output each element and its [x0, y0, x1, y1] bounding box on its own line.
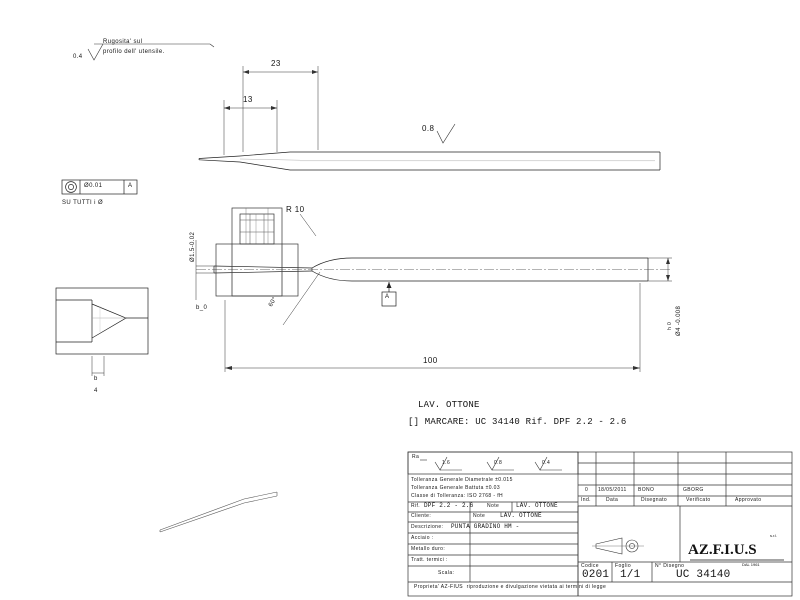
company-logo-tagline: DAL 1961	[742, 562, 760, 567]
row-rif-value: DPF 2.2 - 2.6	[424, 502, 474, 509]
concentricity-datum: A	[128, 183, 133, 189]
rev-header-verificato: Verificato	[686, 497, 711, 503]
row-acciaio-label: Acciaio :	[411, 535, 434, 541]
dimension-23-label: 23	[271, 59, 281, 68]
rev-row-verificato: GBORG	[683, 487, 704, 493]
disegno-value: UC 34140	[676, 569, 731, 581]
section-b-value: 4	[94, 388, 98, 394]
row-rif-label: Rif.	[411, 503, 421, 509]
radius-label: R 10	[286, 205, 305, 214]
row-descrizione-value: PUNTA GRADINO HM -	[451, 523, 520, 530]
row-cliente-note-value: LAV. OTTONE	[500, 512, 542, 519]
row-scala-label: Scala:	[438, 570, 455, 576]
b0-label: b_0	[196, 305, 208, 311]
section-view-b-dimension	[92, 356, 104, 376]
foglio-value: 1/1	[620, 569, 641, 581]
datum-a-label: A	[385, 294, 390, 300]
footer-note: Proprieta' AZ-FIUS riproduzione e divulgazione vietata ai termini di legge	[414, 584, 607, 590]
surface-note-value: 0.4	[73, 54, 83, 60]
dimension-23	[243, 66, 318, 152]
diameter-4-label: Ø4 -0.008	[676, 305, 682, 336]
diameter-1_5-label: Ø1.5-0.02	[190, 231, 196, 262]
radius-leader	[300, 214, 316, 236]
rev-row-data: 18/05/2011	[598, 487, 627, 493]
angle-leader	[283, 272, 320, 325]
tolerance-line-1: Tolleranza Generale Diametrale ±0.015	[411, 477, 513, 483]
ra-value-3: 0.4	[542, 460, 551, 466]
disegno-label: N° Disegno	[655, 563, 685, 569]
dimension-13-label: 13	[243, 95, 253, 104]
company-logo-text: AZ.F.I.U.S	[688, 542, 757, 558]
rev-row-ind: 0	[585, 487, 589, 493]
scale-preview-tool	[160, 492, 277, 532]
row-cliente-note-label: Note	[473, 513, 486, 519]
row-tratt-label: Tratt. termici :	[411, 557, 448, 563]
concentricity-value: Ø0.01	[84, 183, 103, 189]
row-cliente-label: Cliente:	[411, 513, 432, 519]
surface-note-line1: Rugosita' sul	[103, 39, 143, 45]
rev-header-approvato: Approvato	[735, 497, 762, 503]
ra-label: Ra	[412, 454, 420, 460]
projection-symbol	[592, 538, 644, 554]
material-note-1: LAV. OTTONE	[418, 400, 480, 410]
dimension-13	[224, 100, 277, 155]
section-b-label: b	[94, 376, 98, 382]
concentricity-note: SU TUTTI i Ø	[62, 200, 104, 206]
foglio-label: Foglio	[615, 563, 632, 569]
section-view-b	[56, 288, 148, 354]
surface-finish-top-label: 0.8	[422, 124, 435, 133]
row-note-value: LAV. OTTONE	[516, 502, 558, 509]
diameter-4-tolerance: h 0	[667, 321, 673, 330]
rev-row-disegnato: BONO	[638, 487, 655, 493]
material-note-2: [] MARCARE: UC 34140 Rif. DPF 2.2 - 2.6	[408, 417, 627, 427]
row-note-label: Note	[487, 503, 500, 509]
tolerance-line-2: Tolleranza Generale Battuta ±0.03	[411, 485, 501, 491]
rev-header-ind: Ind.	[581, 497, 591, 503]
angle-label: 60°	[268, 296, 279, 308]
main-view-step-drill	[196, 205, 672, 296]
rev-header-disegnato: Disegnato	[641, 497, 668, 503]
dimension-diameter-1_5	[196, 240, 214, 300]
ra-value-2: 0.8	[494, 460, 503, 466]
dimension-100-label: 100	[423, 356, 438, 365]
tolerance-line-3: Classe di Tolleranza: ISO 2768 - fH	[411, 493, 504, 499]
codice-value: 0201	[582, 569, 610, 581]
company-logo-suffix: s.r.l.	[770, 533, 778, 538]
row-descrizione-label: Descrizione:	[411, 524, 444, 530]
rev-header-data: Data	[606, 497, 619, 503]
surface-note-line2: profilo dell' utensile.	[103, 49, 165, 55]
row-metallo-label: Metallo duro:	[411, 546, 446, 552]
codice-label: Codice	[581, 563, 599, 569]
top-view-tool-profile	[199, 152, 660, 170]
ra-value-1: 1.6	[442, 460, 451, 466]
surface-finish-symbol-top	[437, 124, 455, 143]
